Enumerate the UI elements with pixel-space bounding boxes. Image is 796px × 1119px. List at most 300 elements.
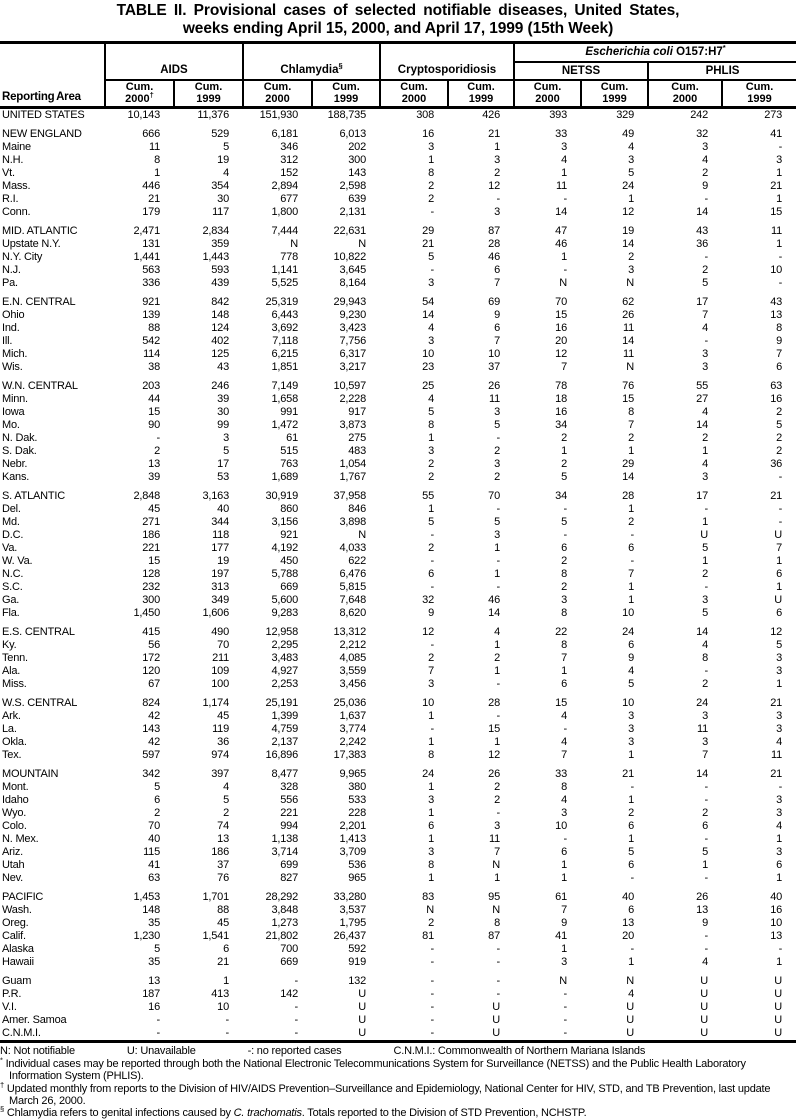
value-cell: U: [626, 1001, 634, 1013]
value-cell: 7: [561, 361, 567, 373]
value-cell: 2: [154, 807, 160, 819]
value-cell: 15: [555, 697, 567, 709]
table-row: [0, 820, 796, 833]
value-cell: 2: [702, 167, 708, 179]
reporting-area-cell: Calif.: [2, 930, 26, 942]
value-cell: 9,283: [271, 607, 298, 619]
value-cell: 9: [628, 652, 634, 664]
reporting-area-cell: Va.: [2, 542, 18, 554]
reporting-area-cell: V.I.: [2, 1001, 17, 1013]
reporting-area-cell: N.J.: [2, 264, 21, 276]
value-cell: 61: [555, 891, 567, 903]
value-cell: 9: [561, 917, 567, 929]
value-cell: 300: [348, 154, 366, 166]
value-cell: 11: [622, 322, 634, 334]
reporting-area-cell: Tex.: [2, 749, 22, 761]
value-cell: 11: [488, 393, 500, 405]
ecoli-group-header: [514, 43, 796, 62]
value-cell: 203: [142, 380, 160, 392]
table-row: [0, 1001, 796, 1014]
value-cell: 439: [211, 277, 229, 289]
value-cell: -: [496, 432, 500, 444]
value-cell: 19: [217, 154, 229, 166]
value-cell: 3: [428, 141, 434, 153]
value-cell: 8: [154, 154, 160, 166]
value-cell: N: [492, 904, 500, 916]
reporting-area-cell: D.C.: [2, 529, 24, 541]
header-spacer: [243, 43, 380, 62]
value-cell: 5: [702, 846, 708, 858]
value-cell: 3,692: [271, 322, 298, 334]
value-cell: 29: [422, 225, 434, 237]
value-cell: 593: [211, 264, 229, 276]
value-cell: 10: [217, 1001, 229, 1013]
value-cell: 3: [776, 794, 783, 806]
value-cell: 4: [628, 665, 634, 677]
value-cell: 17: [696, 296, 708, 308]
value-cell: 4: [776, 736, 783, 748]
value-cell: 10: [488, 348, 500, 360]
value-cell: -: [704, 943, 708, 955]
value-cell: 4: [494, 626, 500, 638]
value-cell: 1: [428, 432, 434, 444]
value-cell: 172: [142, 652, 160, 664]
value-cell: 13: [696, 904, 708, 916]
reporting-area-cell: Ohio: [2, 309, 25, 321]
value-cell: 29,943: [333, 296, 366, 308]
reporting-area-cell: S. ATLANTIC: [2, 490, 65, 502]
table-row: [0, 335, 796, 348]
value-cell: 3: [428, 794, 434, 806]
value-cell: 2,598: [339, 180, 366, 192]
value-cell: 5: [702, 277, 708, 289]
value-cell: 15: [555, 309, 567, 321]
value-cell: 3: [702, 141, 708, 153]
value-cell: 778: [280, 251, 298, 263]
table-row: [0, 807, 796, 820]
value-cell: 5: [561, 516, 567, 528]
value-cell: 1,689: [271, 471, 298, 483]
value-cell: 1,273: [271, 917, 298, 929]
value-cell: 3: [494, 458, 500, 470]
value-cell: -: [294, 1014, 298, 1026]
value-cell: 4: [628, 988, 634, 1000]
column-header-netss-cum2000: Cum. 2000: [514, 80, 581, 108]
value-cell: -: [704, 665, 708, 677]
value-cell: 1,795: [339, 917, 366, 929]
legend-cnmi: C.N.M.I.: Commonwealth of Northern Mariana Islands: [393, 1045, 646, 1057]
value-cell: 20: [555, 335, 567, 347]
value-cell: 7: [702, 749, 708, 761]
value-cell: 529: [211, 128, 229, 140]
value-cell: 16: [770, 393, 783, 405]
value-cell: 4: [702, 406, 708, 418]
value-cell: 10: [422, 348, 434, 360]
value-cell: 78: [555, 380, 567, 392]
value-cell: -: [630, 555, 634, 567]
value-cell: 5: [428, 516, 434, 528]
value-cell: 563: [142, 264, 160, 276]
value-cell: 842: [211, 296, 229, 308]
value-cell: 6: [561, 678, 567, 690]
value-cell: -: [563, 723, 567, 735]
table-row: [0, 710, 796, 723]
value-cell: 13: [217, 833, 229, 845]
value-cell: -: [778, 251, 783, 263]
value-cell: 974: [211, 749, 229, 761]
value-cell: 41: [770, 128, 783, 140]
value-cell: 4,033: [339, 542, 366, 554]
value-cell: 46: [555, 238, 567, 250]
value-cell: 21: [770, 697, 783, 709]
value-cell: 5,600: [271, 594, 298, 606]
value-cell: 7,118: [272, 335, 298, 347]
reporting-area-cell: E.S. CENTRAL: [2, 626, 75, 638]
value-cell: 8: [561, 639, 567, 651]
value-cell: -: [563, 264, 567, 276]
value-cell: 83: [422, 891, 434, 903]
value-cell: 1: [494, 639, 500, 651]
notifiable-diseases-table: [0, 41, 796, 1043]
value-cell: 11: [488, 833, 500, 845]
value-cell: -: [430, 943, 434, 955]
value-cell: 21: [488, 128, 500, 140]
value-cell: 2: [223, 807, 229, 819]
value-cell: 4: [223, 781, 229, 793]
value-cell: 41: [148, 859, 160, 871]
table-row: [0, 969, 796, 988]
table-row: [0, 322, 796, 335]
reporting-area-cell: Wash.: [2, 904, 32, 916]
value-cell: 55: [422, 490, 434, 502]
value-cell: 9: [702, 180, 708, 192]
value-cell: 62: [622, 296, 634, 308]
value-cell: 221: [280, 807, 298, 819]
value-cell: 542: [142, 335, 160, 347]
value-cell: 13: [148, 975, 160, 987]
value-cell: 827: [280, 872, 298, 884]
value-cell: 5: [628, 846, 634, 858]
value-cell: -: [496, 807, 500, 819]
reporting-area-cell: W.N. CENTRAL: [2, 380, 78, 392]
value-cell: 3: [776, 154, 783, 166]
value-cell: 380: [348, 781, 366, 793]
value-cell: 919: [348, 956, 366, 968]
value-cell: 5: [561, 471, 567, 483]
value-cell: -: [430, 988, 434, 1000]
reporting-area-cell: Ark.: [2, 710, 21, 722]
value-cell: -: [704, 794, 708, 806]
value-cell: 763: [280, 458, 298, 470]
table-row: [0, 956, 796, 969]
reporting-area-cell: Hawaii: [2, 956, 34, 968]
value-cell: 45: [217, 710, 229, 722]
value-cell: 21: [770, 490, 783, 502]
value-cell: 8: [428, 859, 434, 871]
value-cell: 1: [428, 872, 434, 884]
value-cell: 115: [143, 846, 160, 858]
reporting-area-cell: Pa.: [2, 277, 18, 289]
value-cell: 1: [776, 956, 783, 968]
value-cell: 2: [428, 471, 434, 483]
value-cell: 7: [776, 542, 783, 554]
table-row: [0, 620, 796, 639]
value-cell: 74: [217, 820, 229, 832]
reporting-area-cell: Wyo.: [2, 807, 27, 819]
value-cell: 3: [428, 678, 434, 690]
value-cell: 2: [776, 432, 783, 444]
value-cell: 994: [280, 820, 298, 832]
value-cell: 1,441: [133, 251, 160, 263]
value-cell: 2,253: [271, 678, 298, 690]
value-cell: -: [430, 206, 434, 218]
value-cell: 7: [494, 277, 500, 289]
reporting-area-cell: Ala.: [2, 665, 21, 677]
value-cell: 187: [142, 988, 160, 1000]
value-cell: 32: [696, 128, 708, 140]
value-cell: 2: [702, 568, 708, 580]
value-cell: N: [492, 859, 500, 871]
value-cell: 76: [622, 380, 634, 392]
table-row: [0, 794, 796, 807]
value-cell: 1: [494, 872, 500, 884]
value-cell: 36: [217, 736, 229, 748]
value-cell: 6: [628, 542, 634, 554]
value-cell: 3: [428, 846, 434, 858]
value-cell: 14: [622, 238, 634, 250]
table-row: [0, 529, 796, 542]
value-cell: 329: [616, 109, 634, 121]
value-cell: 1: [428, 833, 434, 845]
value-cell: 3: [776, 652, 783, 664]
value-cell: 1: [628, 794, 634, 806]
table-row: [0, 516, 796, 529]
value-cell: 179: [142, 206, 160, 218]
value-cell: 4: [628, 141, 634, 153]
value-cell: -: [704, 872, 708, 884]
reporting-area-cell: Miss.: [2, 678, 27, 690]
value-cell: 30: [217, 406, 229, 418]
value-cell: 1: [702, 555, 708, 567]
reporting-area-cell: Minn.: [2, 393, 28, 405]
table-title: [0, 0, 796, 38]
value-cell: 2: [628, 807, 634, 819]
table-row: [0, 219, 796, 238]
value-cell: 2: [776, 445, 783, 457]
value-cell: 5: [628, 167, 634, 179]
table-row: [0, 108, 796, 123]
value-cell: 17: [696, 490, 708, 502]
value-cell: 70: [488, 490, 500, 502]
value-cell: 26: [622, 309, 634, 321]
value-cell: 15: [622, 393, 634, 405]
value-cell: 177: [211, 542, 229, 554]
value-cell: 37,958: [333, 490, 366, 502]
value-cell: 1: [628, 503, 634, 515]
value-cell: 2,295: [271, 639, 298, 651]
value-cell: 44: [148, 393, 160, 405]
value-cell: 5: [702, 607, 708, 619]
value-cell: 592: [348, 943, 366, 955]
value-cell: U: [774, 975, 783, 987]
value-cell: 3,217: [339, 361, 366, 373]
value-cell: 3: [223, 432, 229, 444]
table-row: [0, 736, 796, 749]
value-cell: 76: [217, 872, 229, 884]
value-cell: 186: [142, 529, 160, 541]
value-cell: 1: [561, 943, 567, 955]
value-cell: 3: [494, 206, 500, 218]
value-cell: -: [156, 1014, 160, 1026]
value-cell: 49: [622, 128, 634, 140]
value-cell: 397: [211, 768, 229, 780]
table-row: [0, 723, 796, 736]
value-cell: 1,230: [133, 930, 160, 942]
value-cell: 25,319: [265, 296, 298, 308]
value-cell: 5: [223, 141, 229, 153]
value-cell: N: [358, 529, 366, 541]
value-cell: 3: [702, 710, 708, 722]
value-cell: N: [559, 277, 567, 289]
legend-unavailable: U: Unavailable: [126, 1045, 196, 1057]
value-cell: -: [704, 930, 708, 942]
value-cell: 3,483: [271, 652, 298, 664]
reporting-area-cell: Iowa: [2, 406, 25, 418]
value-cell: 2,201: [339, 820, 366, 832]
value-cell: 824: [142, 697, 160, 709]
reporting-area-cell: Amer. Samoa: [2, 1014, 67, 1026]
footnote-aids-update: † Updated monthly from reports to the Division of HIV/AIDS Prevention–Surveillance and Epidemiology, National Center for HIV, STD, and TB Prevention, last update March 26, 2000.: [0, 1079, 771, 1107]
value-cell: 5: [494, 516, 500, 528]
reporting-area-cell: La.: [2, 723, 17, 735]
value-cell: 1: [494, 568, 500, 580]
value-cell: -: [430, 1014, 434, 1026]
value-cell: 25,036: [333, 697, 366, 709]
value-cell: 3,163: [202, 490, 229, 502]
column-header-phlis-cum2000: Cum. 2000: [648, 80, 722, 108]
value-cell: 402: [211, 335, 229, 347]
value-cell: 18: [555, 393, 567, 405]
table-row: [0, 264, 796, 277]
value-cell: -: [704, 503, 708, 515]
value-cell: U: [774, 1027, 783, 1039]
value-cell: 2: [494, 781, 500, 793]
value-cell: 699: [280, 859, 298, 871]
value-cell: 33: [555, 768, 567, 780]
table-row: [0, 568, 796, 581]
value-cell: 2: [776, 406, 783, 418]
reporting-area-cell: PACIFIC: [2, 891, 44, 903]
value-cell: U: [358, 1001, 366, 1013]
value-cell: 40: [622, 891, 634, 903]
value-cell: -: [496, 581, 500, 593]
value-cell: 22,631: [333, 225, 366, 237]
value-cell: 47: [555, 225, 567, 237]
value-cell: 4: [702, 458, 708, 470]
value-cell: 124: [211, 322, 229, 334]
value-cell: 312: [280, 154, 298, 166]
value-cell: 2: [702, 807, 708, 819]
value-cell: 300: [142, 594, 160, 606]
value-cell: -: [430, 1027, 434, 1039]
value-cell: 2: [428, 193, 434, 205]
value-cell: 5: [776, 639, 783, 651]
value-cell: 2,212: [339, 639, 366, 651]
value-cell: 3,456: [339, 678, 366, 690]
value-cell: 7: [776, 348, 783, 360]
value-cell: 1,141: [271, 264, 298, 276]
value-cell: 6: [776, 568, 783, 580]
footnote-netss-phlis: * Individual cases may be reported through both the National Electronic Telecommunications System for Surveillance (NETSS) and the Public Health Laboratory Information System (PHLIS).: [0, 1055, 746, 1083]
value-cell: 4: [561, 736, 567, 748]
reporting-area-cell: Mass.: [2, 180, 31, 192]
value-cell: 132: [348, 975, 366, 987]
value-cell: 202: [348, 141, 366, 153]
reporting-area-label: Reporting Area: [2, 91, 81, 103]
value-cell: 2: [428, 917, 434, 929]
value-cell: 29: [622, 458, 634, 470]
table-row: [0, 652, 796, 665]
value-cell: 5: [494, 419, 500, 431]
value-cell: 21: [770, 180, 783, 192]
value-cell: U: [774, 988, 783, 1000]
value-cell: 25,191: [265, 697, 298, 709]
value-cell: 35: [148, 956, 160, 968]
value-cell: 8,164: [339, 277, 366, 289]
value-cell: 6: [428, 568, 434, 580]
value-cell: 1: [561, 859, 567, 871]
value-cell: U: [700, 1001, 708, 1013]
value-cell: 308: [416, 109, 434, 121]
value-cell: 1: [494, 141, 500, 153]
value-cell: 1,174: [202, 697, 229, 709]
value-cell: 4: [428, 322, 434, 334]
value-cell: 1,054: [339, 458, 366, 470]
value-cell: U: [700, 975, 708, 987]
header-spacer: [380, 43, 514, 62]
table-row: [0, 206, 796, 219]
value-cell: 2,471: [133, 225, 160, 237]
value-cell: 16: [770, 904, 783, 916]
value-cell: 415: [142, 626, 160, 638]
value-cell: 7: [628, 568, 634, 580]
value-cell: 40: [770, 891, 783, 903]
value-cell: 21: [217, 956, 229, 968]
value-cell: U: [358, 988, 366, 1000]
reporting-area-cell: Oreg.: [2, 917, 29, 929]
value-cell: 120: [142, 665, 160, 677]
value-cell: 3,873: [339, 419, 366, 431]
table-body: [0, 108, 796, 1042]
value-cell: 152: [280, 167, 298, 179]
table-row: [0, 639, 796, 652]
header-spacer: [105, 43, 243, 62]
reporting-area-cell: Alaska: [2, 943, 34, 955]
value-cell: 28,292: [265, 891, 298, 903]
value-cell: 17: [217, 458, 229, 470]
value-cell: 6: [154, 794, 160, 806]
value-cell: 346: [280, 141, 298, 153]
value-cell: 3,848: [271, 904, 298, 916]
value-cell: 24: [422, 768, 434, 780]
value-cell: 12: [555, 348, 567, 360]
value-cell: 639: [348, 193, 366, 205]
value-cell: -: [430, 639, 434, 651]
value-cell: 1,851: [271, 361, 298, 373]
value-cell: 87: [488, 930, 500, 942]
value-cell: 6: [702, 820, 708, 832]
value-cell: 8: [561, 781, 567, 793]
